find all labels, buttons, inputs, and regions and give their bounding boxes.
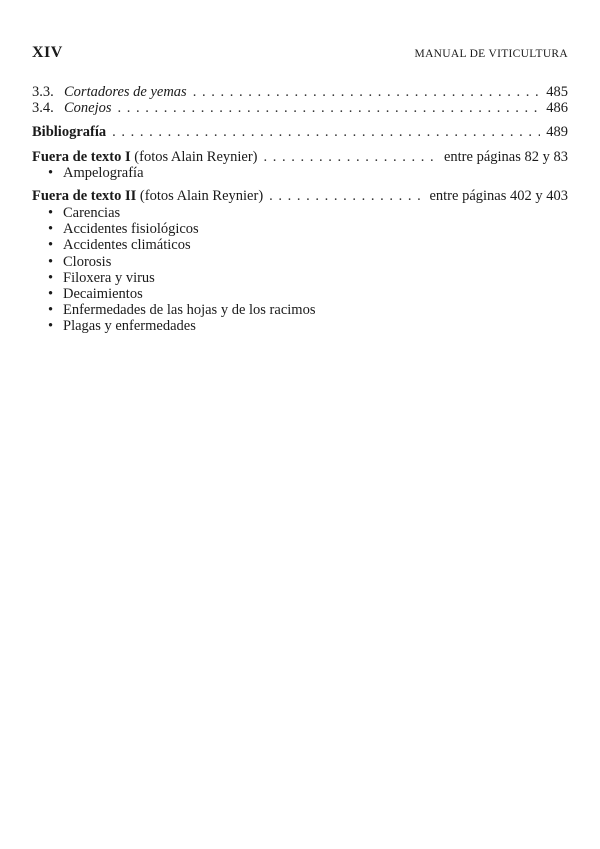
list-item: • Carencias xyxy=(48,205,315,221)
section-title-bold: Fuera de texto II xyxy=(32,188,137,204)
section-pages: entre páginas 82 y 83 xyxy=(443,149,568,165)
list-item: • Plagas y enfermedades xyxy=(48,318,315,334)
section-title-rest: (fotos Alain Reynier) xyxy=(130,149,258,165)
entry-number: 3.3. xyxy=(32,84,54,100)
toc-bibliography xyxy=(32,123,568,141)
toc-entry xyxy=(32,99,568,117)
entry-number: 3.4. xyxy=(32,100,54,116)
entry-title: Conejos xyxy=(64,100,112,116)
entry-page: 485 xyxy=(546,84,568,100)
section-title xyxy=(32,148,258,166)
page-number: XIV xyxy=(32,44,63,61)
list-item: • Enfermedades de las hojas y de los racimos xyxy=(48,302,315,318)
dot-leader xyxy=(112,123,540,141)
dot-leader xyxy=(118,99,541,117)
dot-leader xyxy=(269,187,423,205)
list-item: • Decaimientos xyxy=(48,286,315,302)
section-title-rest: (fotos Alain Reynier) xyxy=(136,188,264,204)
toc-section xyxy=(32,148,568,166)
list-item: • Accidentes climáticos xyxy=(48,237,315,253)
toc-section xyxy=(32,187,568,205)
list-item: • Clorosis xyxy=(48,254,315,270)
list-item: • Ampelografía xyxy=(48,165,144,181)
bibliography-title: Bibliografía xyxy=(32,124,107,140)
entry-page: 486 xyxy=(546,100,568,116)
list-item: • Accidentes fisiológicos xyxy=(48,221,315,237)
dot-leader xyxy=(264,148,438,166)
section-items xyxy=(48,165,144,181)
entry-title: Cortadores de yemas xyxy=(64,84,187,100)
bibliography-page: 489 xyxy=(546,124,568,140)
section-pages: entre páginas 402 y 403 xyxy=(429,188,568,204)
running-title: MANUAL DE VITICULTURA xyxy=(414,48,568,60)
section-title xyxy=(32,187,263,205)
section-title-bold: Fuera de texto I xyxy=(32,149,131,165)
list-item: • Filoxera y virus xyxy=(48,270,315,286)
section-items xyxy=(48,205,315,335)
